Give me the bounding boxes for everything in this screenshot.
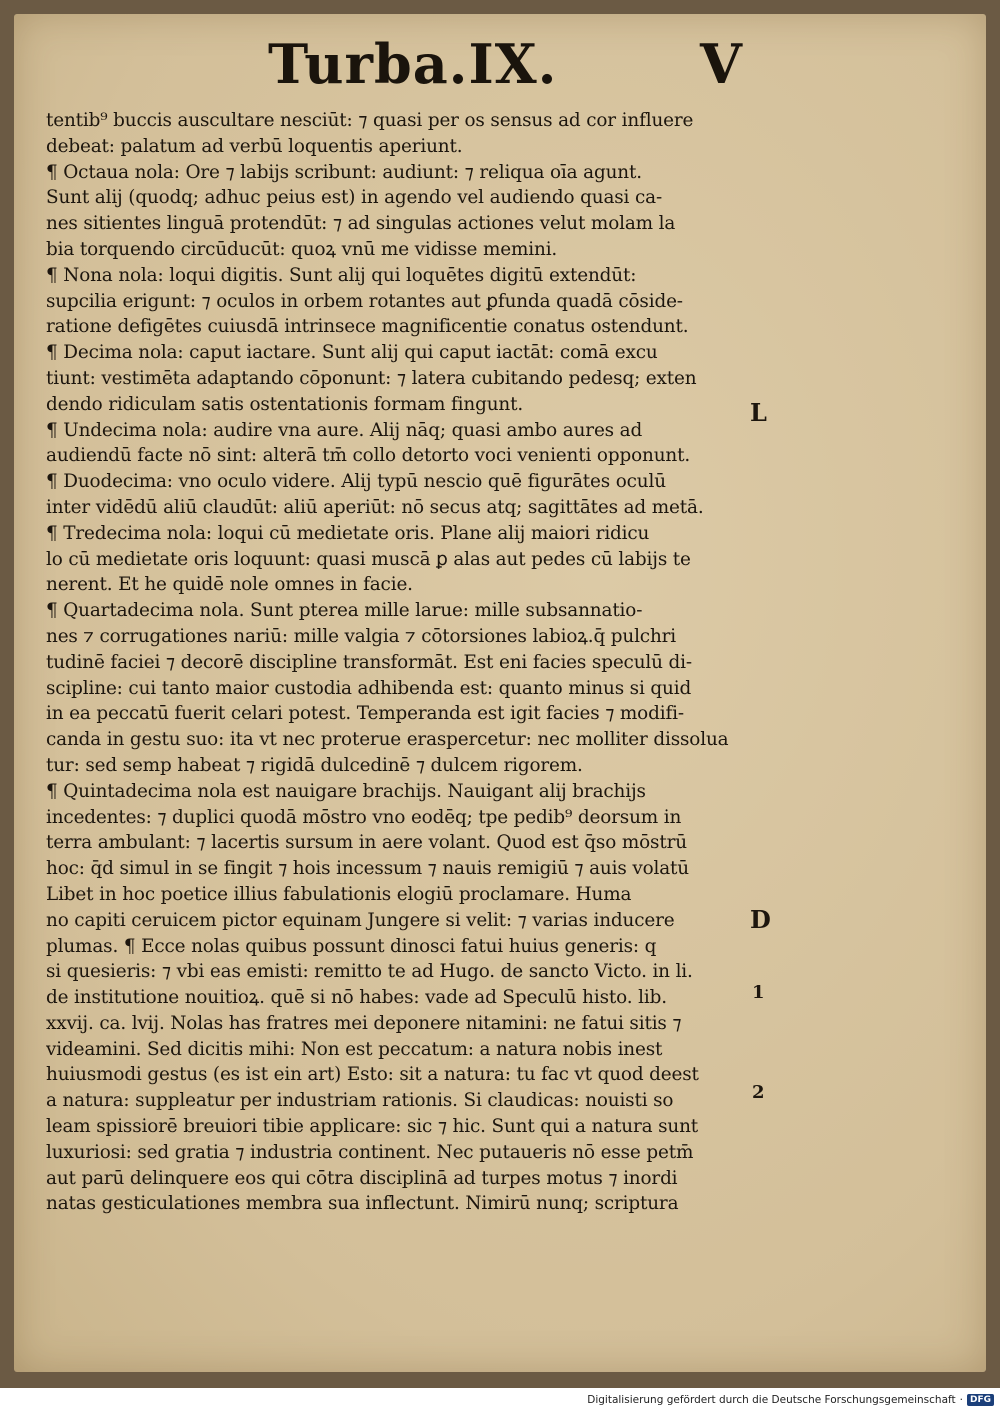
text-line: debeat: palatum ad verbū loquentis aperiunt.	[46, 135, 463, 157]
text-line: de institutione nouitioꝝ. quē si nō habes: vade ad Speculū histo. lib.	[46, 987, 667, 1009]
text-line: scipline: cui tanto maior custodia adhibenda est: quanto minus si quid	[46, 677, 692, 699]
text-line: luxuriosi: sed gratia ⁊ industria continent. Nec putaueris nō esse petm̄	[46, 1141, 694, 1163]
text-line: tudinē faciei ⁊ decorē discipline transformāt. Est eni facies speculū di-	[46, 651, 692, 673]
body-text	[46, 108, 746, 1217]
page-header	[0, 24, 1000, 114]
text-line: tentib⁹ buccis auscultare nesciūt: ⁊ quasi per os sensus ad cor influere	[46, 110, 694, 131]
text-line: leam spissiorē breuiori tibie applicare: sic ⁊ hic. Sunt qui a natura sunt	[46, 1116, 699, 1138]
text-line: Libet in hoc poetice illius fabulationis elogiū proclamare. Huma	[46, 883, 632, 905]
text-line: ¶ Undecima nola: audire vna aure. Alij nāq; quasi ambo aures ad	[46, 419, 643, 441]
text-line: ¶ Decima nola: caput iactare. Sunt alij qui caput iactāt: comā excu	[46, 342, 658, 364]
text-line: ¶ Octaua nola: Ore ⁊ labijs scribunt: audiunt: ⁊ reliqua oīa agunt.	[46, 161, 642, 183]
text-line: nes ⁊ corrugationes nariū: mille valgia ⁊ cōtorsiones labioꝝ.q̄ pulchri	[46, 625, 677, 647]
text-line: ¶ Duodecima: vno oculo videre. Alij typū nescio quē figurātes oculū	[46, 471, 666, 493]
text-line: tiunt: vestimēta adaptando cōponunt: ⁊ latera cubitando pedesq; exten	[46, 367, 697, 389]
text-line: ¶ Nona nola: loqui digitis. Sunt alij qui loquētes digitū extendūt:	[46, 264, 637, 286]
text-line: huiusmodi gestus (es ist ein art) Esto: sit a natura: tu fac vt quod deest	[46, 1064, 699, 1086]
text-line: ratione defigētes cuiusdā intrinsece magnificentie conatus ostendunt.	[46, 316, 689, 338]
text-line: natas gesticulationes membra sua inflectunt. Nimirū nunq; scriptura	[46, 1193, 679, 1215]
text-line: no capiti ceruicem pictor equinam Jungere si velit: ⁊ varias inducere	[46, 909, 675, 931]
text-line: supcilia erigunt: ⁊ oculos in orbem rotantes aut ꝑfunda quadā cōside-	[46, 290, 683, 312]
marginal-note: D	[750, 905, 771, 934]
text-line: in ea peccatū fuerit celari potest. Temperanda est igit facies ⁊ modifi-	[46, 703, 684, 725]
text-line: xxvij. ca. lvij. Nolas has fratres mei deponere nitamini: ne fatui sitis ⁊	[46, 1012, 682, 1034]
text-line: dendo ridiculam satis ostentationis formam fingunt.	[46, 393, 524, 415]
folio-number: V	[700, 32, 742, 96]
text-line: a natura: suppleatur per industriam rationis. Si claudicas: nouisti so	[46, 1090, 674, 1112]
text-line: ¶ Quartadecima nola. Sunt pterea mille larue: mille subsannatio-	[46, 600, 643, 622]
marginal-note: 2	[752, 1082, 765, 1103]
text-line: lo cū medietate oris loquunt: quasi muscā ꝑ alas aut pedes cū labijs te	[46, 548, 691, 570]
text-line: si quesieris: ⁊ vbi eas emisti: remitto te ad Hugo. de sancto Victo. in li.	[46, 961, 693, 983]
text-line: tur: sed semp habeat ⁊ rigidā dulcedinē ⁊ dulcem rigorem.	[46, 754, 583, 776]
text-line: canda in gestu suo: ita vt nec proterue eraspercetur: nec molliter dissolua	[46, 729, 729, 751]
text-line: incedentes: ⁊ duplici quodā mōstro vno eodēq; tpe pedib⁹ deorsum in	[46, 806, 682, 828]
text-line: plumas. ¶ Ecce nolas quibus possunt dinosci fatui huius generis: q	[46, 935, 657, 957]
text-line: inter vidēdū aliū claudūt: aliū aperiūt: nō secus atq; sagittātes ad metā.	[46, 496, 704, 518]
text-line: nes sitientes linguā protendūt: ⁊ ad singulas actiones velut molam la	[46, 213, 676, 235]
digitization-credit: Digitalisierung gefördert durch die Deutsche Forschungsgemeinschaft · DFG	[587, 1394, 994, 1406]
marginal-note: L	[750, 398, 767, 427]
text-line: aut parū delinquere eos qui cōtra disciplinā ad turpes motus ⁊ inordi	[46, 1167, 678, 1189]
text-line: videamini. Sed dicitis mihi: Non est peccatum: a natura nobis inest	[46, 1038, 663, 1060]
text-line: nerent. Et he quidē nole omnes in facie.	[46, 574, 413, 596]
text-line: hoc: q̄d simul in se fingit ⁊ hois incessum ⁊ nauis remigiū ⁊ auis volatū	[46, 858, 689, 880]
running-title: Turba.IX.	[268, 32, 558, 96]
text-line: terra ambulant: ⁊ lacertis sursum in aere volant. Quod est q̄so mōstrū	[46, 832, 687, 854]
text-line: Sunt alij (quodq; adhuc peius est) in agendo vel audiendo quasi ca-	[46, 187, 663, 209]
credit-text: Digitalisierung gefördert durch die Deutsche Forschungsgemeinschaft	[587, 1394, 956, 1406]
text-line: bia torquendo circūducūt: quoꝝ vnū me vidisse memini.	[46, 238, 558, 260]
text-line: audiendū facte nō sint: alterā tm̄ collo detorto voci venienti opponunt.	[46, 445, 691, 467]
text-line: ¶ Quintadecima nola est nauigare brachijs. Nauigant alij brachijs	[46, 780, 646, 802]
dfg-logo: DFG	[967, 1394, 994, 1406]
marginal-note: 1	[752, 982, 765, 1003]
text-line: ¶ Tredecima nola: loqui cū medietate oris. Plane alij maiori ridicu	[46, 522, 650, 544]
